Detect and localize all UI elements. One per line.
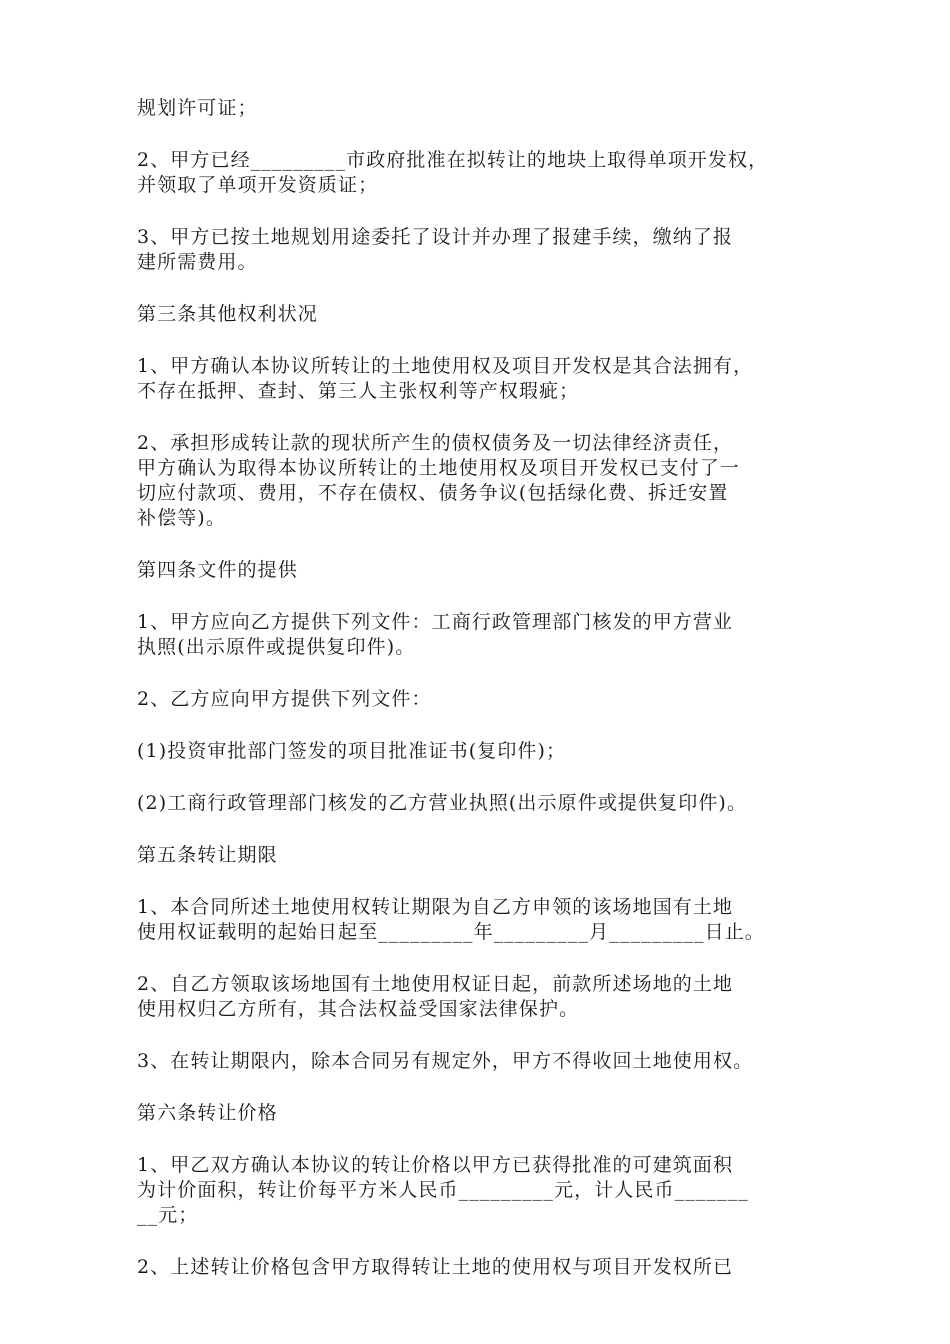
paragraph-clause-3-construction-procedures: 3、甲方已按土地规划用途委托了设计并办理了报建手续，缴纳了报 建所需费用。 bbox=[137, 226, 734, 273]
paragraph-art4-item-1: 1、甲方应向乙方提供下列文件：工商行政管理部门核发的甲方营业 执照(出示原件或提供复印件)。 bbox=[137, 611, 734, 658]
paragraph-art3-item-1: 1、甲方确认本协议所转让的土地使用权及项目开发权是其合法拥有， 不存在抵押、查封、第三人主张权利等产权瑕疵； bbox=[137, 355, 754, 402]
paragraph-art4-item-2: 2、乙方应向甲方提供下列文件： bbox=[137, 688, 432, 710]
paragraph-art5-item-1: 1、本合同所述土地使用权转让期限为自乙方申领的该场地国有土地 使用权证载明的起始日起至_________年_________月_________日止。 bbox=[137, 896, 765, 943]
section-heading-article-4: 第四条文件的提供 bbox=[137, 559, 298, 581]
paragraph-art4-subitem-2: (2)工商行政管理部门核发的乙方营业执照(出示原件或提供复印件)。 bbox=[137, 792, 748, 814]
paragraph-art4-subitem-1: (1)投资审批部门签发的项目批准证书(复印件)； bbox=[137, 740, 567, 762]
section-heading-article-6: 第六条转让价格 bbox=[137, 1102, 278, 1124]
section-heading-article-5: 第五条转让期限 bbox=[137, 844, 278, 866]
paragraph-art5-item-3: 3、在转让期限内，除本合同另有规定外，甲方不得收回土地使用权。 bbox=[137, 1050, 754, 1072]
paragraph-clause-2-development-right: 2、甲方已经_________市政府批准在拟转让的地块上取得单项开发权， 并领取了单项开发资质证； bbox=[137, 149, 769, 196]
paragraph-art6-item-2: 2、上述转让价格包含甲方取得转让土地的使用权与项目开发权所已 bbox=[137, 1256, 734, 1278]
paragraph-planning-permit: 规划许可证； bbox=[137, 97, 258, 119]
section-heading-article-3: 第三条其他权利状况 bbox=[137, 303, 318, 325]
paragraph-art3-item-2: 2、承担形成转让款的现状所产生的债权债务及一切法律经济责任， 甲方确认为取得本协议所转让的土地使用权及项目开发权已支付了一 切应付款项、费用，不存在债权、债务争议(包括绿化费、拆迁安置 补偿等)。 bbox=[137, 432, 741, 529]
paragraph-art6-item-1: 1、甲乙双方确认本协议的转让价格以甲方已获得批准的可建筑面积 为计价面积，转让价每平方米人民币_________元，计人民币_______ __元； bbox=[137, 1154, 749, 1226]
paragraph-art5-item-2: 2、自乙方领取该场地国有土地使用权证日起，前款所述场地的土地 使用权归乙方所有，其合法权益受国家法律保护。 bbox=[137, 973, 734, 1020]
